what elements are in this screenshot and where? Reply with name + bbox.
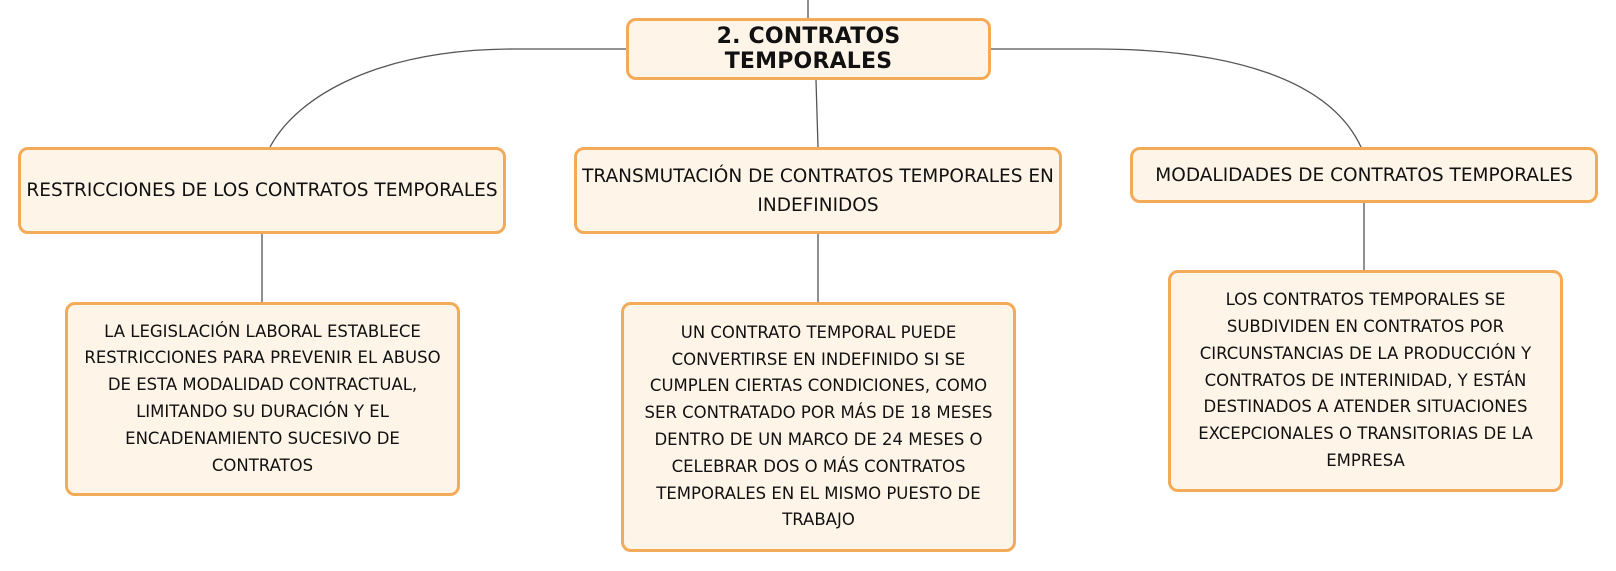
connector-root-to-branch-1: [270, 49, 626, 147]
detail-node-restricciones[interactable]: [65, 302, 460, 496]
branch-label-restricciones: RESTRICCIONES DE LOS CONTRATOS TEMPORALES: [26, 180, 498, 201]
root-topic-label: 2. CONTRATOS TEMPORALES: [716, 24, 901, 74]
branch-node-restricciones[interactable]: [18, 147, 506, 234]
branch-node-modalidades[interactable]: [1130, 147, 1598, 203]
branch-label-transmutacion: TRANSMUTACIÓN DE CONTRATOS TEMPORALES EN INDEFINIDOS: [582, 165, 1054, 216]
detail-node-modalidades[interactable]: [1168, 270, 1563, 492]
connector-root-to-branch-2: [816, 80, 818, 147]
root-topic-node[interactable]: [626, 18, 991, 80]
connector-root-to-branch-3: [991, 49, 1361, 147]
detail-node-transmutacion[interactable]: [621, 302, 1016, 552]
branch-label-modalidades: MODALIDADES DE CONTRATOS TEMPORALES: [1155, 164, 1573, 186]
branch-node-transmutacion[interactable]: [574, 147, 1062, 234]
detail-text-restricciones: LA LEGISLACIÓN LABORAL ESTABLECE RESTRICCIONES PARA PREVENIR EL ABUSO DE ESTA MODALIDAD CONTRACTUAL, LIMITANDO SU DURACIÓN Y EL ENCADENAMIENTO SUCESIVO DE CONTRATOS: [84, 321, 441, 475]
detail-text-modalidades: LOS CONTRATOS TEMPORALES SE SUBDIVIDEN EN CONTRATOS POR CIRCUNSTANCIAS DE LA PRODUCCIÓN Y CONTRATOS DE INTERINIDAD, Y ESTÁN DESTINADOS A ATENDER SITUACIONES EXCEPCIONALES O TRANSITORIAS DE LA EMPRESA: [1198, 290, 1533, 470]
detail-text-transmutacion: UN CONTRATO TEMPORAL PUEDE CONVERTIRSE EN INDEFINIDO SI SE CUMPLEN CIERTAS CONDICIONES, COMO SER CONTRATADO POR MÁS DE 18 MESES DENTRO DE UN MARCO DE 24 MESES O CELEBRAR DOS O MÁS CONTRATOS TEMPORALES EN EL MISMO PUESTO DE TRABAJO: [644, 322, 993, 530]
